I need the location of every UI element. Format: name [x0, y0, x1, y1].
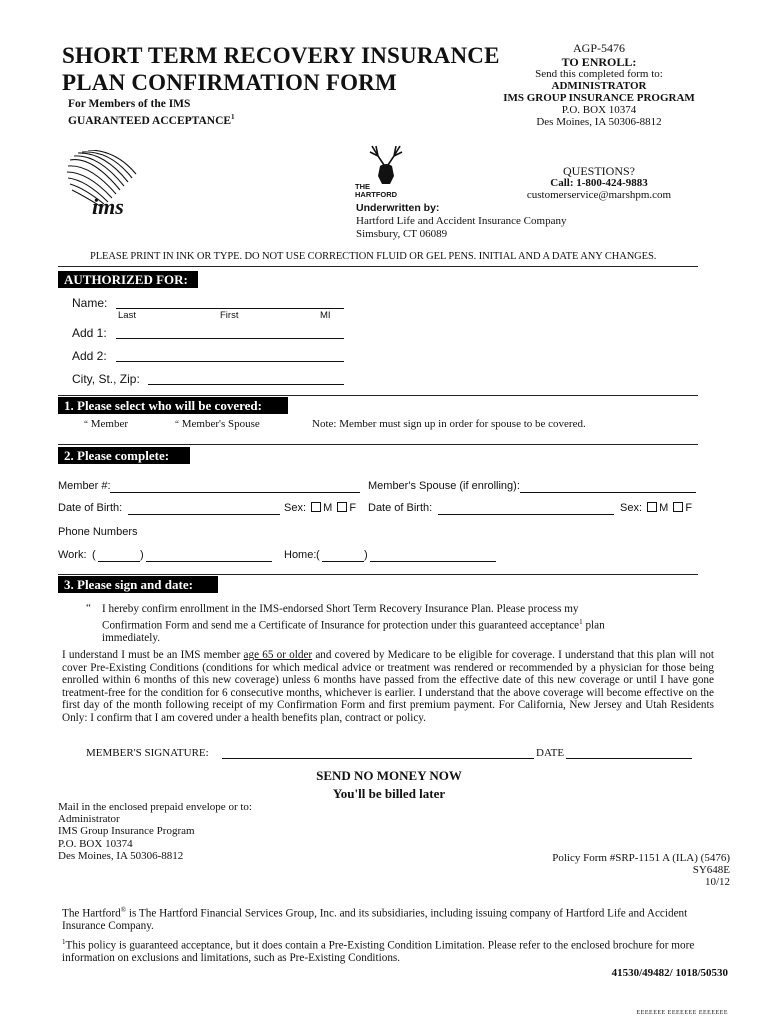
- eligibility-text-post: and covered by Medicare to be eligible for coverage. I understand that this plan will not cover Pre-Existing Conditions (conditions for which medical advice or treatment was rendered or recommended by a physician for those being enrolled within 6 months of this new coverage) unless 6 months have passed from the effective date of this new coverage or until I have gone treatment-free for the condition for 6 consecutive months, whichever is earlier. I understand that the above coverage will become effective on the first day of the month following receipt of my Confirmation Form and first premium payment. For California, New Jersey and Utah Residents Only: I confirm that I am covered under a health benefits plan, contract or policy.: [62, 649, 714, 724]
- hartford-disclaimer: [62, 904, 722, 933]
- section1-heading: 1. Please select who will be covered:: [58, 397, 288, 414]
- member-sex-f-checkbox[interactable]: [337, 502, 347, 512]
- confirmation-line2-end: plan: [582, 619, 605, 632]
- policy-code: SY648E: [692, 864, 730, 877]
- policy-form-number: Policy Form #SRP-1151 A (ILA) (5476): [552, 852, 730, 864]
- spouse-sex-f-checkbox[interactable]: [673, 502, 683, 512]
- date-label: DATE: [536, 747, 565, 759]
- policy-date: 10/12: [704, 876, 730, 889]
- preexisting-footnote: [62, 936, 722, 965]
- confirmation-statement: [102, 603, 714, 645]
- enroll-block: [488, 42, 710, 128]
- member-sex-label: Sex:: [284, 502, 307, 514]
- work-phone-label: Work:: [58, 549, 87, 561]
- address1-label: Add 1:: [72, 326, 107, 340]
- eligibility-age-requirement: age 65 or older: [243, 649, 313, 661]
- spouse-dob-field[interactable]: [438, 514, 614, 515]
- first-name-caption: First: [220, 310, 239, 321]
- home-phone-label: Home:: [284, 549, 317, 561]
- underwriter-city: Simsbury, CT 06089: [356, 228, 448, 240]
- work-area-code-paren-close: ): [140, 549, 144, 561]
- divider: [58, 395, 698, 396]
- mail-line5: Des Moines, IA 50306-8812: [58, 849, 184, 862]
- member-dob-field[interactable]: [128, 514, 280, 515]
- billing-line1: SEND NO MONEY NOW: [316, 768, 462, 783]
- enroll-heading: TO ENROLL:: [561, 55, 637, 69]
- confirmation-line1: I hereby confirm enrollment in the IMS-endorsed Short Term Recovery Insurance Plan. Please process my: [102, 603, 579, 615]
- member-number-field[interactable]: [110, 492, 360, 493]
- name-field[interactable]: [116, 308, 344, 309]
- divider: [58, 574, 698, 575]
- underwriter-company: Hartford Life and Accident Insurance Company: [356, 215, 567, 227]
- address2-label: Add 2:: [72, 349, 107, 363]
- mail-line1: Mail in the enclosed prepaid envelope or to:: [58, 801, 252, 813]
- footnote-text: This policy is guaranteed acceptance, but it does contain a Pre-Existing Condition Limitation. Please refer to the enclosed brochure for more information on exclusions and limitations, such as Pre-Existing Conditions.: [62, 939, 695, 965]
- form-subtitle: [68, 98, 235, 128]
- subtitle-line1: For Members of the IMS: [68, 98, 191, 110]
- form-title-line2: PLAN CONFIRMATION FORM: [62, 70, 397, 95]
- ims-logo: [62, 150, 158, 220]
- enroll-line1: Send this completed form to:: [535, 68, 663, 80]
- enroll-line4: P.O. BOX 10374: [561, 104, 637, 116]
- work-phone-field[interactable]: [146, 561, 272, 562]
- questions-phone: Call: 1-800-424-9883: [550, 177, 648, 189]
- policy-info: [552, 852, 730, 889]
- home-area-code-paren-close: ): [364, 549, 368, 561]
- home-area-code-paren: (: [316, 549, 320, 561]
- member-dob-label: Date of Birth:: [58, 502, 123, 514]
- spouse-sex-label: Sex:: [620, 502, 643, 514]
- print-instructions: PLEASE PRINT IN INK OR TYPE. DO NOT USE CORRECTION FLUID OR GEL PENS. INITIAL AND A DATE ANY CHANGES.: [90, 251, 657, 262]
- coverage-note: Note: Member must sign up in order for spouse to be covered.: [312, 418, 586, 430]
- middle-initial-caption: MI: [320, 310, 331, 321]
- spouse-sex-m-checkbox[interactable]: [647, 502, 657, 512]
- confirmation-line2: Confirmation Form and send me a Certificate of Insurance for protection under this guaranteed acceptance: [102, 619, 580, 632]
- underwriter-block: [356, 202, 566, 241]
- enroll-line2: ADMINISTRATOR: [551, 80, 647, 92]
- billing-line2: You'll be billed later: [332, 786, 446, 801]
- sex-f-label: F: [685, 502, 693, 514]
- city-state-zip-field[interactable]: [148, 384, 344, 385]
- spouse-dob-label: Date of Birth:: [368, 502, 433, 514]
- hartford-name-line2: HARTFORD: [355, 190, 398, 199]
- document-code: 41530/49482/ 1018/50530: [611, 967, 728, 979]
- billing-notice: [0, 767, 770, 803]
- spouse-option[interactable]: “ Member's Spouse: [175, 418, 260, 430]
- address2-field[interactable]: [116, 361, 344, 362]
- form-title: [62, 42, 500, 96]
- section3-heading: 3. Please sign and date:: [58, 576, 218, 593]
- mail-line4: P.O. BOX 10374: [58, 837, 133, 850]
- spouse-label: Member's Spouse (if enrolling):: [368, 480, 520, 492]
- footnote-mark: 1: [62, 938, 66, 946]
- member-sex-m-checkbox[interactable]: [311, 502, 321, 512]
- enroll-line5: Des Moines, IA 50306-8812: [536, 116, 662, 128]
- sex-f-label: F: [349, 502, 357, 514]
- divider: [58, 266, 698, 267]
- mail-address-block: [58, 801, 252, 862]
- mail-line2: Administrator: [58, 813, 120, 826]
- work-area-code-field[interactable]: [98, 561, 140, 562]
- home-phone-field[interactable]: [370, 561, 496, 562]
- registered-mark: ®: [120, 906, 127, 914]
- questions-heading: QUESTIONS?: [563, 164, 635, 178]
- phone-numbers-label: Phone Numbers: [58, 526, 138, 538]
- home-area-code-field[interactable]: [322, 561, 364, 562]
- eligibility-paragraph: [62, 649, 714, 725]
- divider: [58, 444, 698, 445]
- ims-logo-text: ims: [92, 194, 124, 219]
- questions-email[interactable]: customerservice@marshpm.com: [526, 189, 672, 201]
- mail-line3: IMS Group Insurance Program: [58, 825, 195, 838]
- member-option[interactable]: “ Member: [84, 418, 129, 430]
- confirm-checkbox[interactable]: “: [86, 602, 91, 614]
- questions-block: [488, 165, 710, 201]
- member-number-label: Member #:: [58, 480, 111, 492]
- confirmation-line3: immediately.: [102, 631, 160, 644]
- last-name-caption: Last: [118, 310, 136, 321]
- hartford-name-line1: THE: [355, 182, 370, 191]
- form-code: AGP-5476: [572, 41, 625, 55]
- sex-m-label: M: [659, 502, 669, 514]
- eligibility-text-pre: I understand I must be an IMS member: [62, 649, 244, 661]
- disclaimer-text: is The Hartford Financial Services Group, Inc. and its subsidiaries, including issuing company of Hartford Life and Accident Insurance Company.: [62, 907, 688, 933]
- confirmation-footnote-mark: 1: [579, 617, 583, 626]
- subtitle-line2: GUARANTEED ACCEPTANCE: [68, 114, 232, 127]
- signature-label: MEMBER'S SIGNATURE:: [86, 747, 209, 759]
- spouse-name-field[interactable]: [520, 492, 696, 493]
- spouse-option-label: Member's Spouse: [181, 418, 260, 430]
- subtitle-footnote-mark: 1: [231, 113, 235, 121]
- member-sex-field: [284, 502, 356, 514]
- section2-heading: 2. Please complete:: [58, 447, 190, 464]
- member-option-label: Member: [90, 418, 129, 430]
- date-field[interactable]: [566, 758, 692, 759]
- disclaimer-hartford: The Hartford: [62, 907, 121, 920]
- address1-field[interactable]: [116, 338, 344, 339]
- barcode-text: EEEEEEE EEEEEEE EEEEEEE: [636, 1010, 728, 1016]
- city-state-zip-label: City, St., Zip:: [72, 372, 140, 386]
- work-area-code-paren: (: [92, 549, 96, 561]
- spouse-sex-field: [620, 502, 692, 514]
- authorized-heading: AUTHORIZED FOR:: [58, 271, 198, 288]
- name-label: Name:: [72, 296, 108, 310]
- signature-field[interactable]: [222, 758, 534, 759]
- underwritten-label: Underwritten by:: [356, 202, 440, 214]
- form-title-line1: SHORT TERM RECOVERY INSURANCE: [62, 43, 500, 68]
- hartford-wordmark: [355, 183, 397, 199]
- sex-m-label: M: [323, 502, 333, 514]
- enroll-line3: IMS GROUP INSURANCE PROGRAM: [503, 92, 695, 104]
